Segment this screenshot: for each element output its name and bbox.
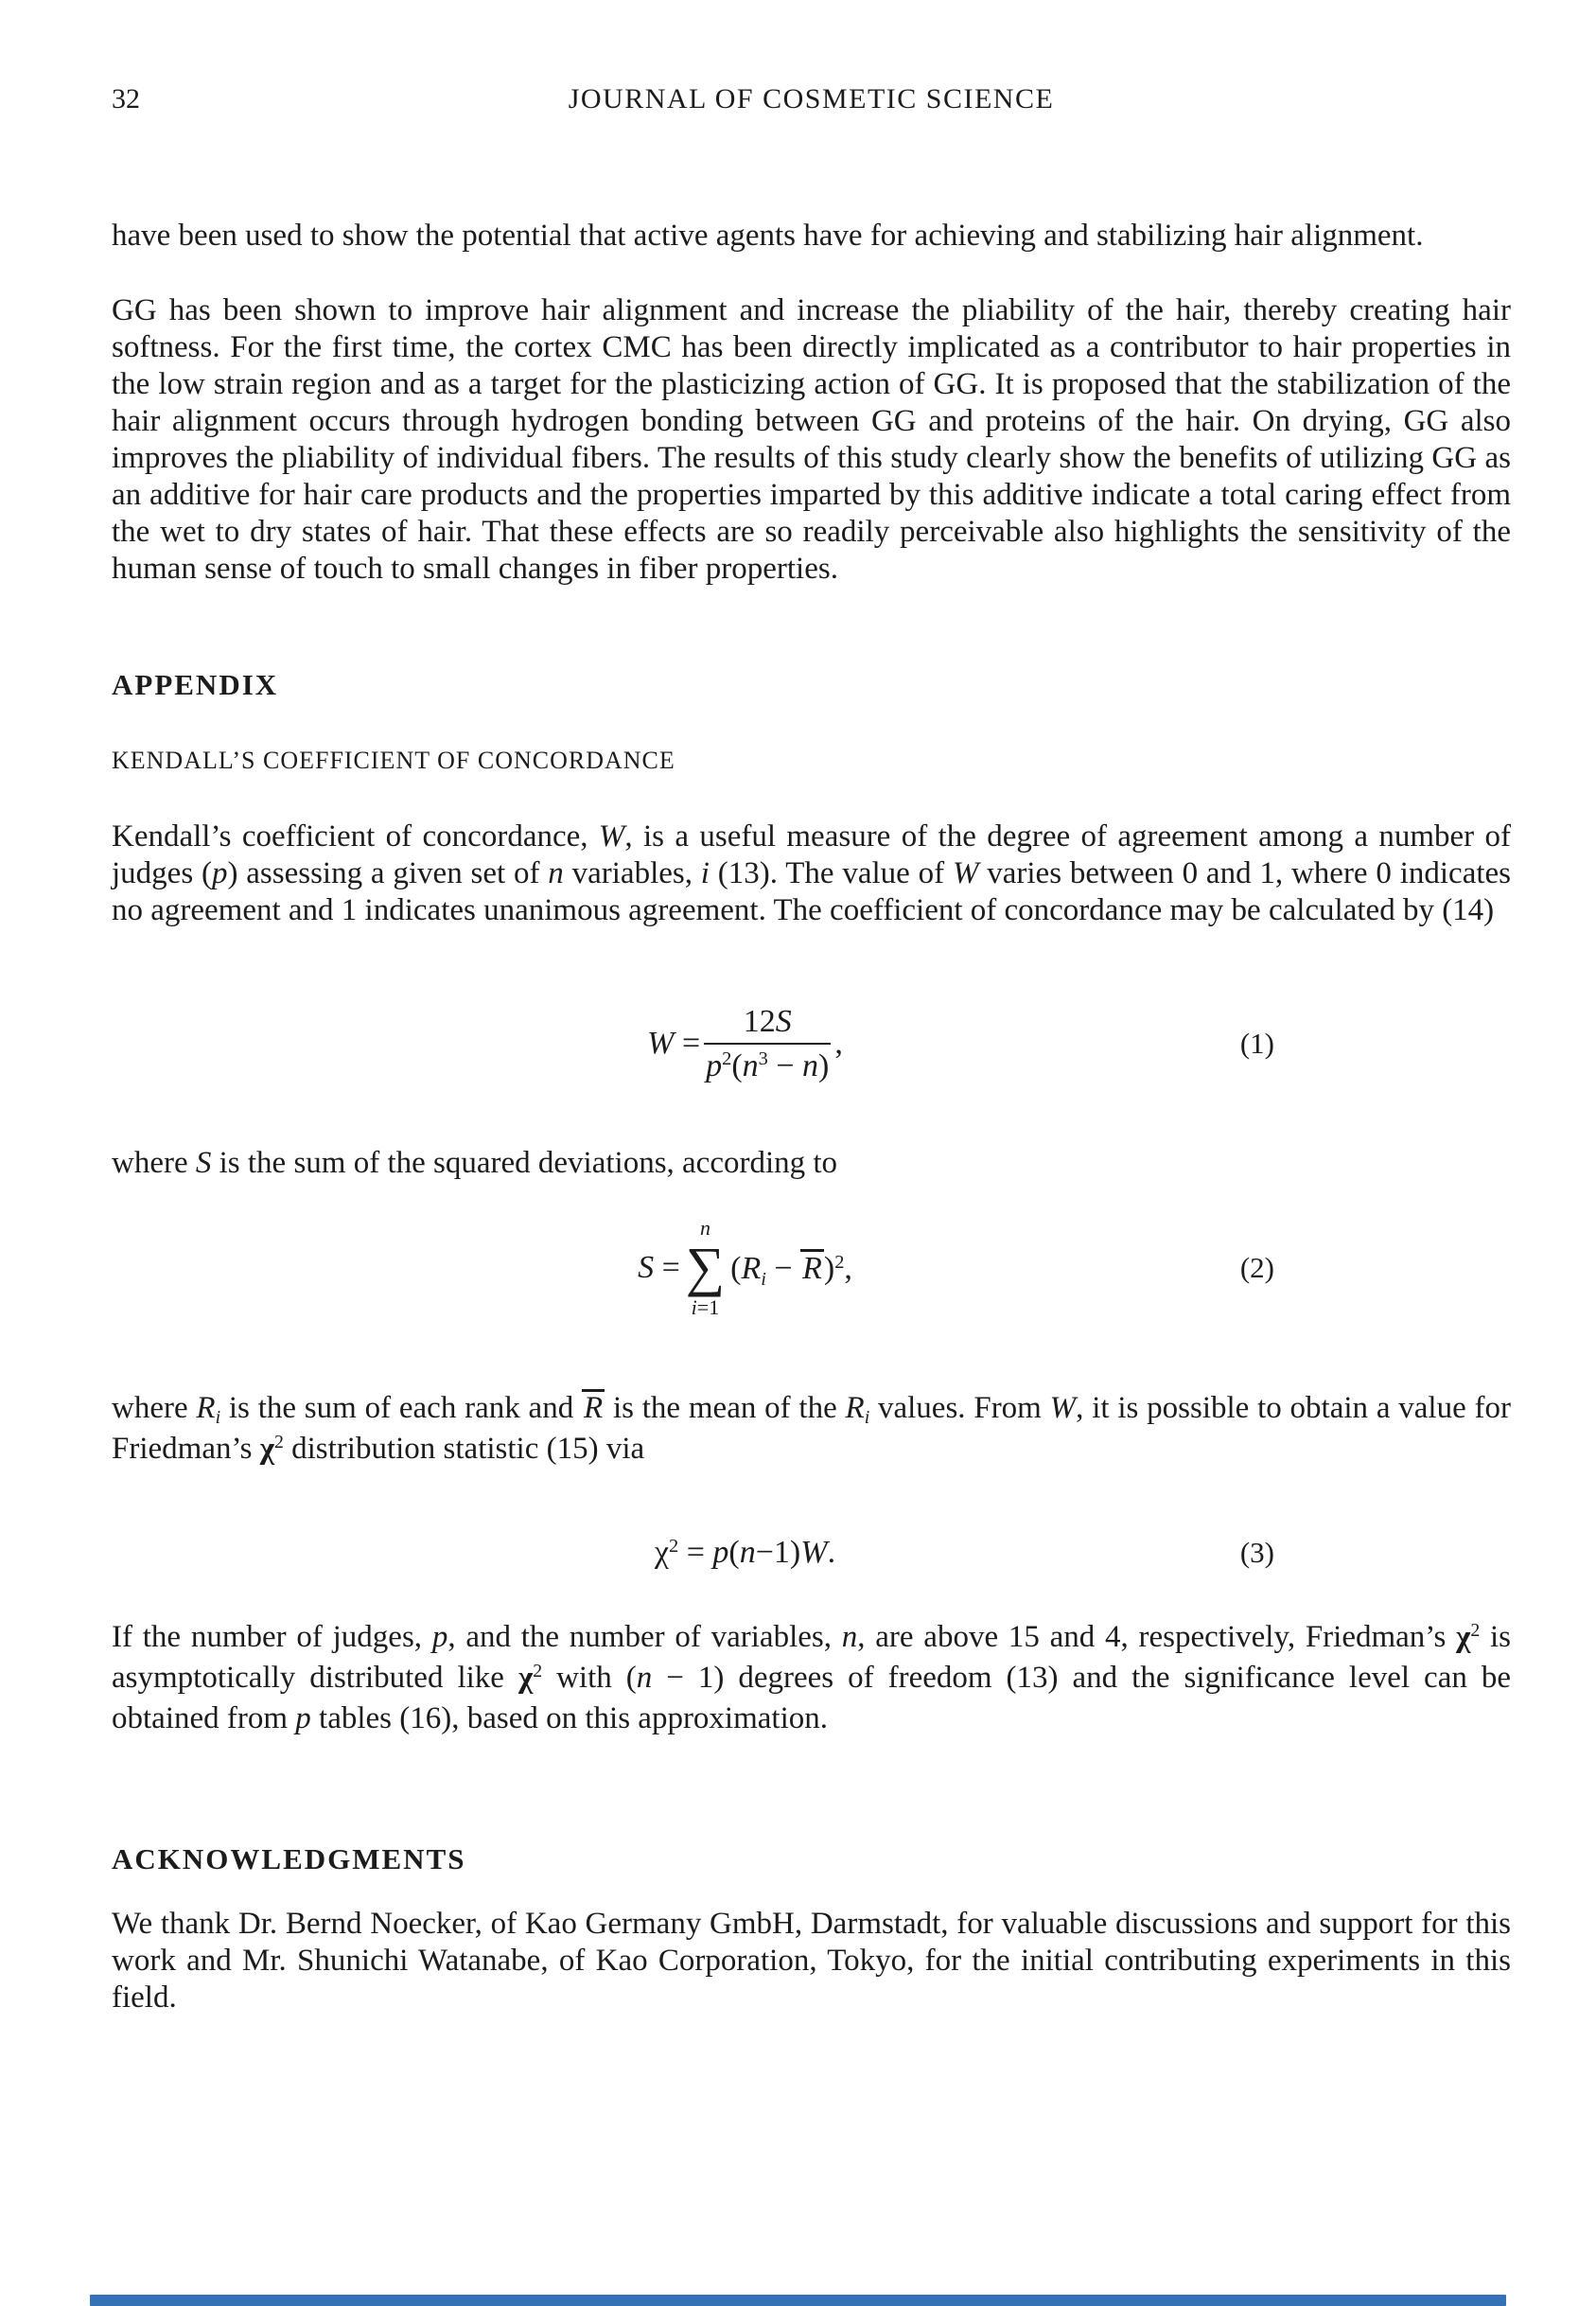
fraction	[704, 1004, 831, 1084]
fraction-denominator: $p^2(n^3 - n)$	[706, 1047, 830, 1083]
equation-1	[112, 992, 1511, 1096]
page-number: 32	[112, 83, 140, 114]
paragraph-kendall: Kendall’s coefficient of concordance, W, is a useful measure of the degree of agreement among a number of judges (p) assessing a given set of n variables, i (13). The value of W varies between 0 and 1, where 0 indicates no agreement and 1 indicates unanimous agreement. The coefficient of concordance may be calculated by (14)	[112, 819, 1511, 927]
paragraph-where-s: where S is the sum of the squared deviations, according to	[112, 1146, 838, 1180]
sigma-icon: ∑	[685, 1236, 726, 1298]
page-header	[112, 83, 1511, 117]
journal-title: JOURNAL OF COSMETIC SCIENCE	[568, 83, 1055, 114]
equation-2-lhs: S =	[638, 1250, 680, 1285]
paragraph-acknowledgments: We thank Dr. Bernd Noecker, of Kao Germany GmbH, Darmstadt, for valuable discussions and support for this work and Mr. Shunichi Watanabe, of Kao Corporation, Tokyo, for the initial contributing experiments in this field.	[112, 1907, 1511, 2015]
paragraph-where-r: where Ri is the sum of each rank and R is the mean of the Ri values. From W, it is possible to obtain a value for Friedman’s $\chi^2$ distribution statistic (15) via	[112, 1391, 1512, 1466]
acknowledgments-heading: ACKNOWLEDGMENTS	[112, 1842, 466, 1875]
summation-lower-limit: i=1	[691, 1294, 720, 1319]
paragraph-judges: If the number of judges, p, and the number of variables, n, are above 15 and 4, respectively, Friedman’s $\chi^2$ is asymptotically distributed like $\chi^2$ with (n − 1) degrees of freedom (13) and the significance level can be obtained from p tables (16), based on this approximation.	[112, 1620, 1511, 1735]
equation-3-number: (3)	[1239, 1536, 1274, 1569]
page-content	[112, 0, 1511, 2048]
equation-3-body: $\chi^2 = p(n-1)W$.	[654, 1535, 836, 1570]
equation-2-rhs: $(Ri - R)^2$,	[730, 1251, 852, 1290]
summation-upper-limit: n	[699, 1216, 710, 1241]
equation-2	[112, 1213, 1511, 1323]
paragraph-intro-continuation: have been used to show the potential that active agents have for achieving and stabilizing hair alignment.	[112, 219, 1424, 253]
appendix-heading: APPENDIX	[112, 668, 279, 701]
fraction-numerator: 12S	[743, 1003, 792, 1039]
equation-1-number: (1)	[1239, 1027, 1274, 1060]
summation	[686, 1218, 725, 1317]
paragraph-conclusion: GG has been shown to improve hair alignment and increase the pliability of the hair, thereby creating hair softness. For the first time, the cortex CMC has been directly implicated as a contributor to hair properties in the low strain region and as a target for the plasticizing action of GG. It is proposed that the stabilization of the hair alignment occurs through hydrogen bonding between GG and proteins of the hair. On drying, GG also improves the pliability of individual fibers. The results of this study clearly show the benefits of utilizing GG as an additive for hair care products and the properties imparted by this additive indicate a total caring effect from the wet to dry states of hair. That these effects are so readily perceivable also highlights the sensitivity of the human sense of touch to small changes in fiber properties.	[112, 293, 1511, 586]
equation-2-number: (2)	[1239, 1251, 1274, 1284]
appendix-subheading: KENDALL’S COEFFICIENT OF CONCORDANCE	[112, 747, 675, 774]
footer-bar	[90, 2295, 1506, 2306]
equation-1-lhs: W =	[647, 1026, 701, 1061]
equation-1-trailing-comma: ,	[834, 1026, 843, 1061]
equation-3	[112, 1530, 1511, 1575]
